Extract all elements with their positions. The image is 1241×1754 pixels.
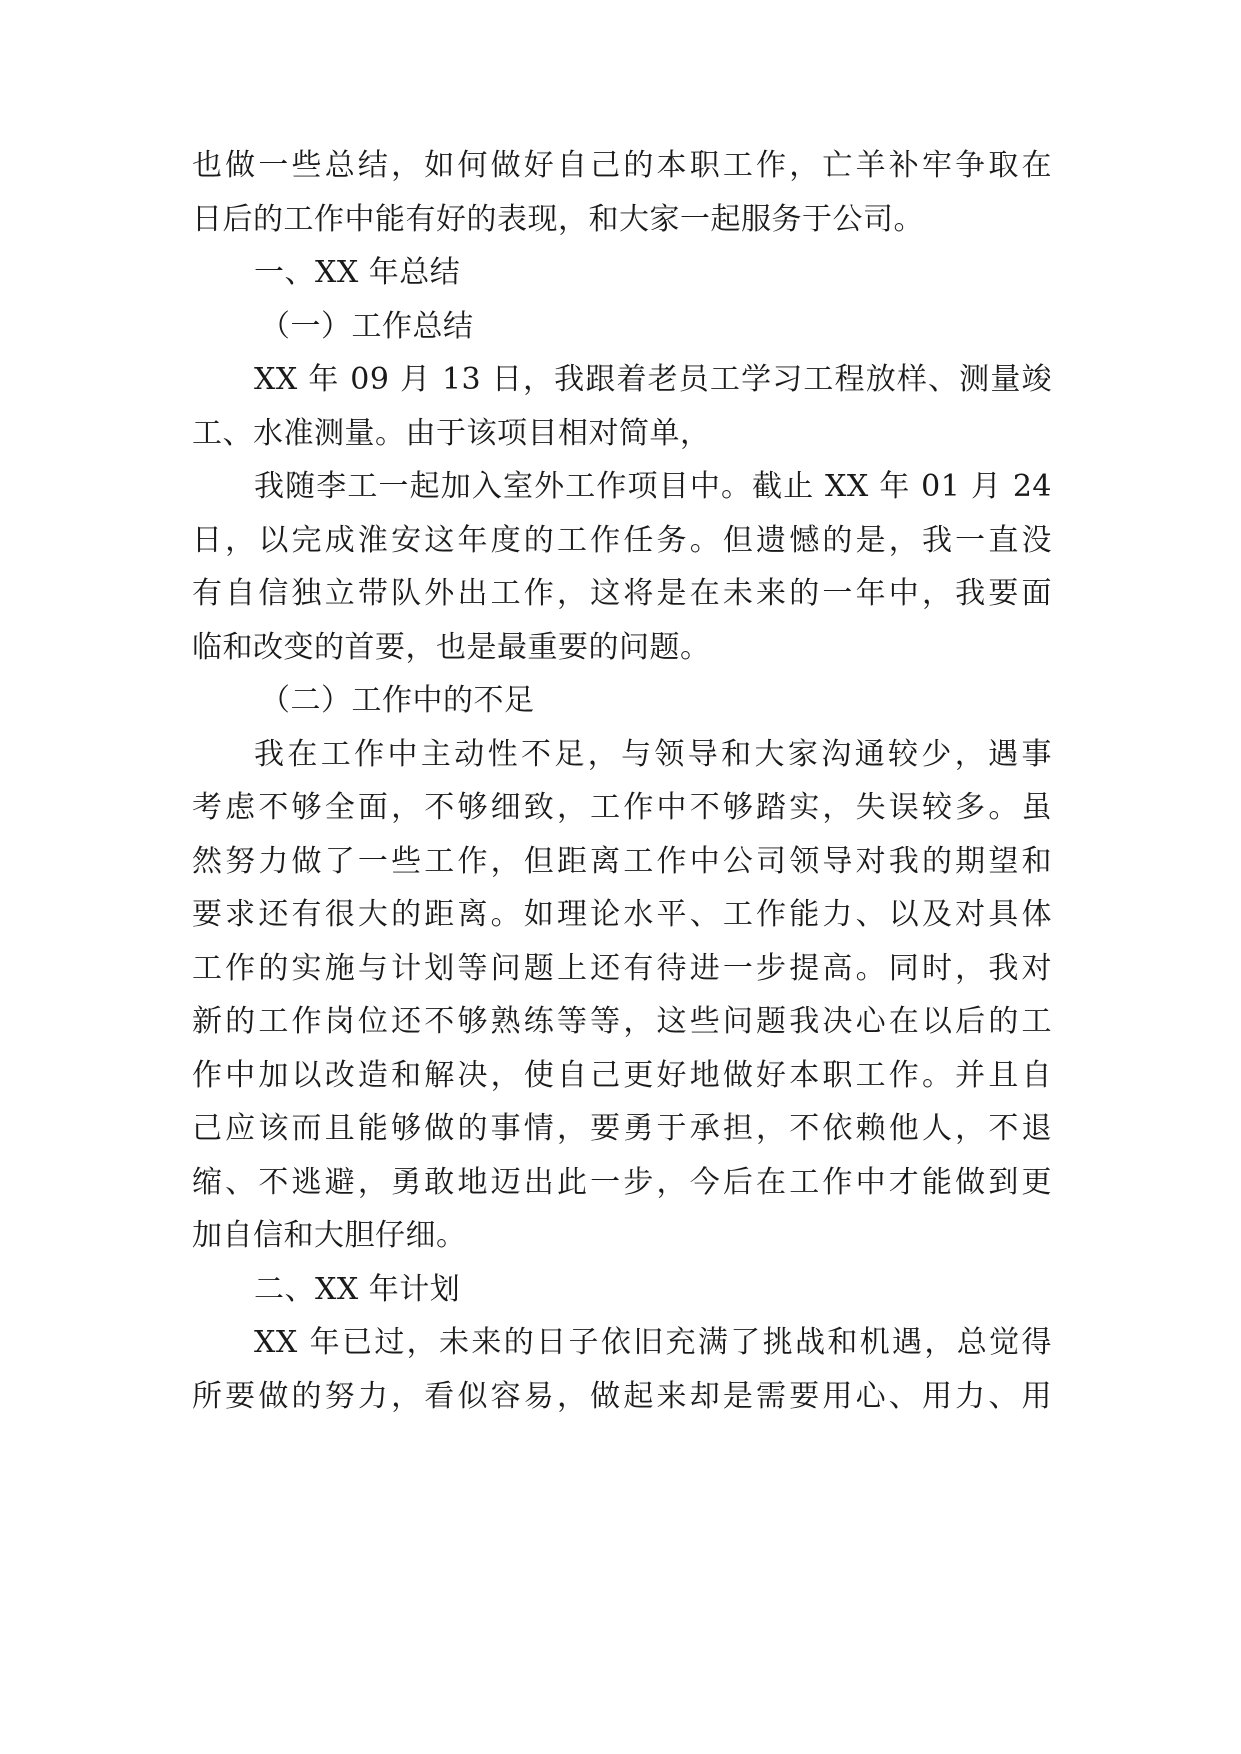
paragraph-line: 然努力做了一些工作，但距离工作中公司领导对我的期望和 (192, 844, 1052, 879)
paragraph-line: 己应该而且能够做的事情，要勇于承担，不依赖他人，不退 (192, 1111, 1052, 1146)
section-heading: 二、XX 年计划 (254, 1272, 461, 1307)
paragraph-line: 日，以完成淮安这年度的工作任务。但遗憾的是，我一直没 (192, 523, 1052, 558)
paragraph-line: 作中加以改造和解决，使自己更好地做好本职工作。并且自 (192, 1058, 1052, 1093)
paragraph-line: 工作的实施与计划等问题上还有待进一步提高。同时，我对 (192, 951, 1052, 986)
paragraph-line: XX 年已过，未来的日子依旧充满了挑战和机遇，总觉得 (254, 1325, 1052, 1360)
paragraph-line: 所要做的努力，看似容易，做起来却是需要用心、用力、用 (192, 1379, 1052, 1414)
paragraph-line: 我随李工一起加入室外工作项目中。截止 XX 年 01 月 24 (254, 469, 1052, 504)
paragraph-line: 工、水准测量。由于该项目相对简单， (192, 416, 711, 451)
paragraph-line: 有自信独立带队外出工作，这将是在未来的一年中，我要面 (192, 576, 1052, 611)
subsection-heading: （二）工作中的不足 (260, 683, 535, 718)
paragraph-line: XX 年 09 月 13 日，我跟着老员工学习工程放样、测量竣 (254, 362, 1052, 397)
section-heading: 一、XX 年总结 (254, 255, 461, 290)
paragraph-line: 新的工作岗位还不够熟练等等，这些问题我决心在以后的工 (192, 1004, 1052, 1039)
paragraph-line: 要求还有很大的距离。如理论水平、工作能力、以及对具体 (192, 897, 1052, 932)
paragraph-line: 我在工作中主动性不足，与领导和大家沟通较少，遇事 (254, 737, 1052, 772)
paragraph-line: 临和改变的首要，也是最重要的问题。 (192, 630, 711, 665)
paragraph-line: 也做一些总结，如何做好自己的本职工作，亡羊补牢争取在 (192, 148, 1052, 183)
paragraph-line: 缩、不逃避，勇敢地迈出此一步，今后在工作中才能做到更 (192, 1165, 1052, 1200)
paragraph-line: 考虑不够全面，不够细致，工作中不够踏实，失误较多。虽 (192, 790, 1052, 825)
subsection-heading: （一）工作总结 (260, 309, 474, 344)
paragraph-line: 日后的工作中能有好的表现，和大家一起服务于公司。 (192, 202, 924, 237)
paragraph-line: 加自信和大胆仔细。 (192, 1218, 467, 1253)
